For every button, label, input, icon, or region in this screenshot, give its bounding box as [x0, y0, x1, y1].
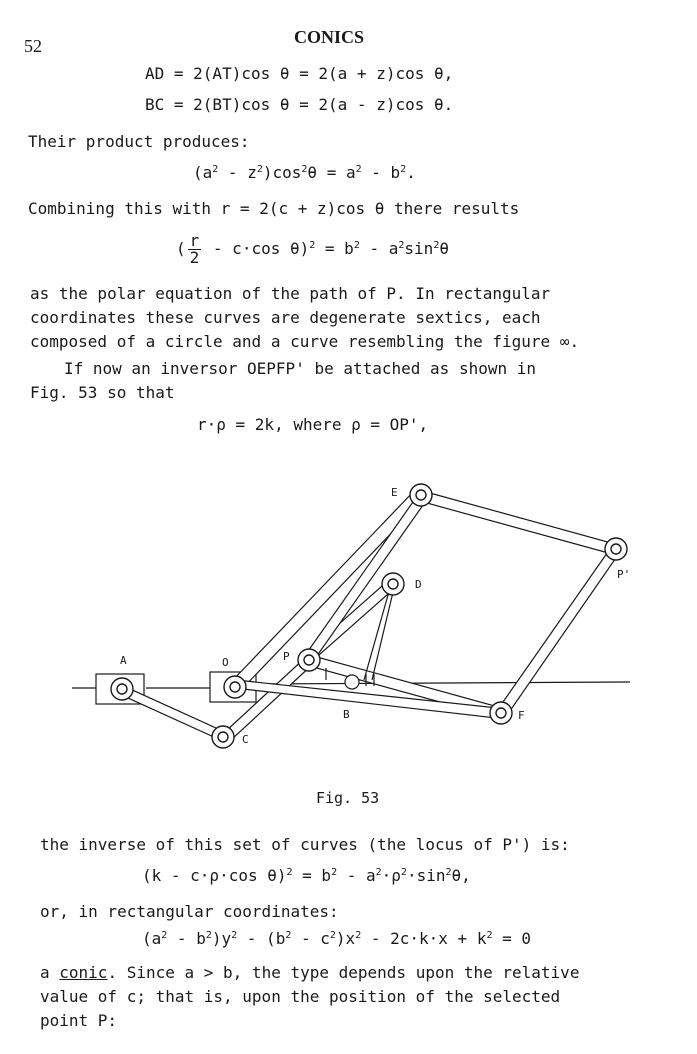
label-p: P — [283, 650, 290, 663]
equation-ad: AD = 2(AT)cos θ = 2(a + z)cos θ, — [145, 64, 454, 83]
text-their-product: Their product produces: — [28, 132, 250, 151]
link-ep — [416, 490, 615, 554]
conic-term: conic — [59, 963, 108, 982]
equation-bc: BC = 2(BT)cos θ = 2(a - z)cos θ. — [145, 95, 454, 114]
label-p-prime: P' — [617, 568, 631, 581]
label-f: F — [518, 709, 525, 722]
text-point-line: point P: — [40, 1011, 118, 1030]
text-value-line: value of c; that is, upon the position of the selected — [40, 987, 561, 1006]
fig-53-diagram — [0, 470, 697, 760]
figure-caption: Fig. 53 — [316, 789, 380, 807]
label-e: E — [391, 486, 398, 499]
text-polar-3: composed of a circle and a curve resembling the figure ∞. — [30, 332, 580, 351]
label-o: O — [222, 656, 229, 669]
equation-inverse: (k - c·ρ·cos $\theta)^2 = b^2 - a^2\cdot\rho^2\cdot\sin^2\theta$, — [142, 866, 471, 885]
text-polar-2: coordinates these curves are degenerate sextics, each — [30, 308, 541, 327]
label-a: A — [120, 654, 127, 667]
running-title: CONICS — [294, 27, 365, 47]
text-polar-1: as the polar equation of the path of P. In rectangular — [30, 284, 551, 303]
label-d: D — [415, 578, 422, 591]
small-pivot — [345, 675, 359, 689]
label-b: B — [343, 708, 350, 721]
base-line-right — [258, 682, 630, 684]
text-inversor-1: If now an inversor OEPFP' be attached as shown in — [64, 359, 537, 378]
text-or-rect: or, in rectangular coordinates: — [40, 902, 339, 921]
text-conic: a conic. Since a > b, the type depends upon the relative — [40, 963, 580, 982]
label-c: C — [242, 733, 249, 746]
equation-product: $(a^2 - z^2)\cos^2\theta = a^2 - b^2$. — [193, 163, 416, 182]
text-inversor-2: Fig. 53 so that — [30, 383, 175, 402]
link-pf — [496, 546, 620, 718]
equation-polar: ( $\frac{r}{2}$ - c·cos $\theta)^2 = b^2 - a^2\sin^2\theta$ — [176, 231, 449, 267]
link-pe — [306, 492, 428, 660]
equation-rect: $(a^2 - b^2)y^2 - (b^2 - c^2)x^2 - 2c\cdot k\cdot x + k^2 = 0$ — [142, 929, 532, 948]
text-combining: Combining this with r = 2(c + z)cos θ there results — [28, 199, 520, 218]
page-number: 52 — [24, 36, 42, 56]
text-locus: the inverse of this set of curves (the locus of P') is: — [40, 835, 570, 854]
equation-inversor: r·ρ = 2k, where ρ = OP', — [197, 415, 429, 434]
